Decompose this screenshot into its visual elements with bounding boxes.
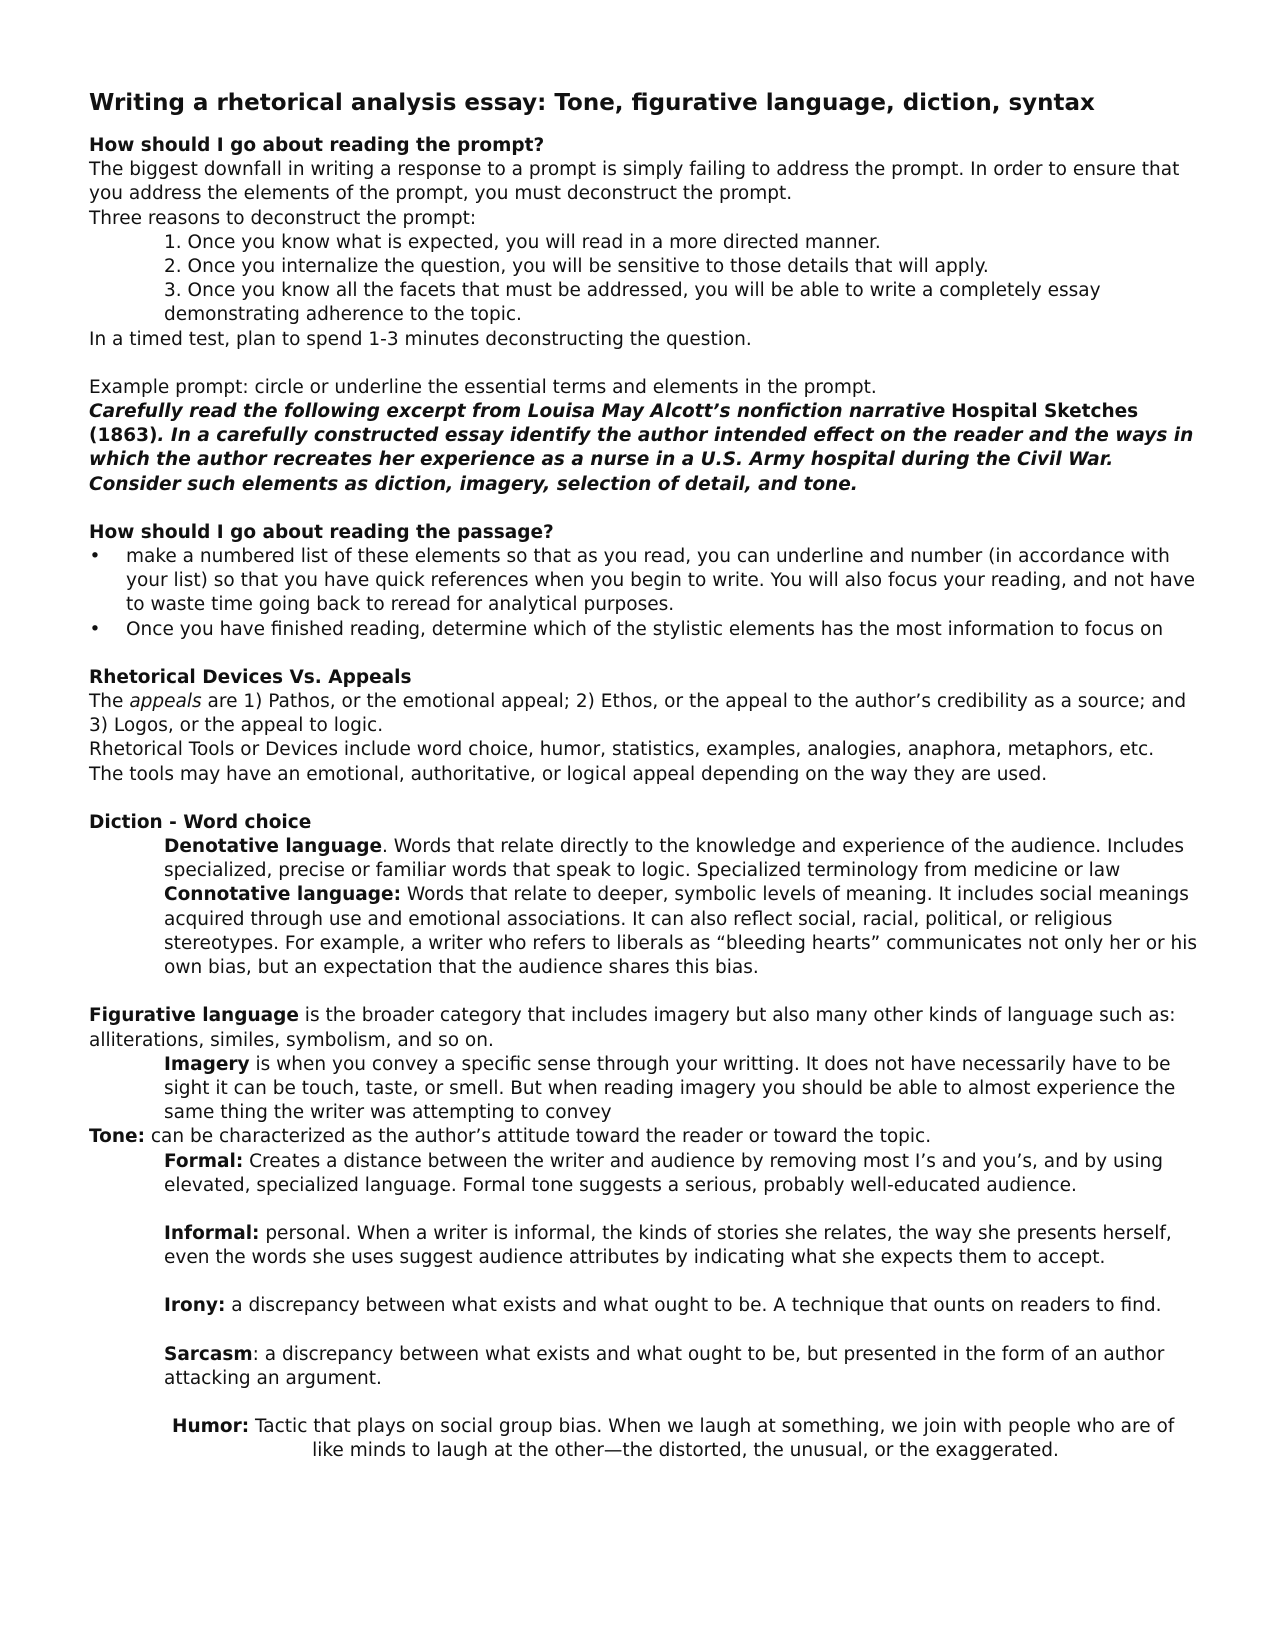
passage-heading: How should I go about reading the passage? [89, 521, 554, 543]
imagery-text: is when you convey a specific sense through your writting. It does not have necessarily have to be sight it can be touch, taste, or smell. But when reading imagery you should be able to almost experience the same thing the writer was attempting to convey [164, 1053, 1176, 1124]
passage-bullet-text: make a numbered list of these elements so that as you read, you can underline and number (in accordance with your list) so that you have quick references when you begin to write. You will also focus your reading, and not have to waste time going back to reread for analytical purposes. [126, 546, 1195, 616]
reason-item-2: 2. Once you internalize the question, you will be sensitive to those details that will apply. [164, 256, 989, 278]
informal-paragraph [89, 1222, 1199, 1270]
denotative-paragraph [89, 835, 1199, 883]
reasons-label: Three reasons to deconstruct the prompt: [89, 207, 477, 229]
imagery-term: Imagery [164, 1053, 250, 1075]
bullet-icon: • [89, 618, 101, 640]
prompt-intro: The biggest downfall in writing a response to a prompt is simply failing to address the prompt. In order to ensure that you address the elements of the prompt, you must deconstruct the prompt. [89, 159, 1180, 205]
reason-item-1: 1. Once you know what is expected, you will read in a more directed manner. [164, 231, 881, 253]
tone-term: Tone: [89, 1126, 145, 1148]
denotative-term: Denotative language [164, 836, 383, 858]
appeals-rest: are 1) Pathos, or the emotional appeal; 2) Ethos, or the appeal to the author’s credibility as a source; and 3) Logos, or the appeal to logic. [89, 691, 1187, 737]
document-page [89, 88, 1199, 1463]
tone-text: can be characterized as the author’s attitude toward the reader or toward the topic. [145, 1126, 932, 1148]
example-prompt-text [89, 400, 1199, 497]
formal-paragraph [89, 1150, 1199, 1198]
appeals-the: The [89, 691, 124, 713]
humor-term: Humor: [172, 1415, 250, 1437]
connotative-paragraph [89, 883, 1199, 980]
irony-term: Irony: [164, 1295, 226, 1317]
passage-bullet-list [89, 545, 1199, 642]
tools-line-2: The tools may have an emotional, authoritative, or logical appeal depending on the way they are used. [89, 763, 1048, 785]
formal-term: Formal: [164, 1150, 244, 1172]
prompt-heading: How should I go about reading the prompt? [89, 135, 545, 156]
example-prompt-book: Hospital Sketches (1863) [89, 401, 1139, 447]
connotative-term: Connotative language: [164, 884, 401, 906]
appeals-word: appeals [129, 691, 202, 713]
appeals-paragraph [89, 690, 1199, 738]
tone-paragraph [89, 1125, 1199, 1149]
example-prompt-part1: Carefully read the following excerpt from Louisa May Alcott’s nonfiction narrative [89, 401, 946, 423]
reason-item-3: 3. Once you know all the facets that must be addressed, you will be able to write a completely essay demonstrating adherence to the topic. [164, 280, 1101, 326]
passage-bullet-item [89, 545, 1199, 618]
figurative-paragraph [89, 1004, 1199, 1052]
passage-bullet-item [89, 618, 1199, 642]
timed-test-note: In a timed test, plan to spend 1-3 minutes deconstructing the question. [89, 328, 752, 350]
tools-line-1: Rhetorical Tools or Devices include word choice, humor, statistics, examples, analogies, anaphora, metaphors, etc. [89, 739, 1155, 761]
informal-term: Informal: [164, 1222, 260, 1244]
irony-text: a discrepancy between what exists and what ought to be. A technique that ounts on readers to find. [225, 1295, 1162, 1317]
page-title: Writing a rhetorical analysis essay: Tone, figurative language, diction, syntax [89, 90, 1095, 116]
devices-heading: Rhetorical Devices Vs. Appeals [89, 666, 412, 688]
humor-text-line-1: Tactic that plays on social group bias. When we laugh at something, we join with people who are of [249, 1415, 1175, 1437]
humor-text-line-2: like minds to laugh at the other—the distorted, the unusual, or the exaggerated. [312, 1440, 1059, 1462]
informal-text: personal. When a writer is informal, the kinds of stories she relates, the way she presents herself, even the words she uses suggest audience attributes by indicating what she expects them to accept. [164, 1222, 1172, 1269]
sarcasm-text: : a discrepancy between what exists and what ought to be, but presented in the form of an author attacking an argument. [164, 1343, 1165, 1389]
figurative-text: is the broader category that includes imagery but also many other kinds of language such as: alliterations, similes, symbolism, and so on. [89, 1005, 1176, 1051]
sarcasm-term: Sarcasm [164, 1343, 253, 1365]
denotative-text: . Words that relate directly to the knowledge and experience of the audience. Includes specialized, precise or familiar words that speak to logic. Specialized terminology from medicine or law [164, 836, 1184, 882]
bullet-icon: • [89, 546, 101, 568]
connotative-text: Words that relate to deeper, symbolic levels of meaning. It includes social meanings acquired through use and emotional associations. It can also reflect social, racial, political, or religious stereotypes. For example, a writer who refers to liberals as “bleeding hearts” communicates not only her or his own bias, but an expectation that the audience shares this bias. [164, 884, 1198, 979]
passage-bullet-text: Once you have finished reading, determine which of the stylistic elements has the most information to focus on [126, 618, 1164, 640]
example-prompt-part2: . In a carefully constructed essay identify the author intended effect on the reader and the ways in which the author recreates her experience as a nurse in a U.S. Army hospital during the Civil War. Consider such elements as diction, imagery, selection of detail, and tone. [89, 425, 1194, 495]
figurative-term: Figurative language [89, 1005, 299, 1027]
humor-paragraph [89, 1415, 1199, 1463]
imagery-paragraph [89, 1053, 1199, 1126]
formal-text: Creates a distance between the writer and audience by removing most I’s and you’s, and by using elevated, specialized language. Formal tone suggests a serious, probably well-educated audience. [164, 1150, 1163, 1196]
example-prompt-label: Example prompt: circle or underline the essential terms and elements in the prompt. [89, 376, 877, 398]
sarcasm-paragraph [89, 1343, 1199, 1391]
irony-paragraph [89, 1294, 1199, 1318]
diction-heading: Diction - Word choice [89, 811, 312, 833]
